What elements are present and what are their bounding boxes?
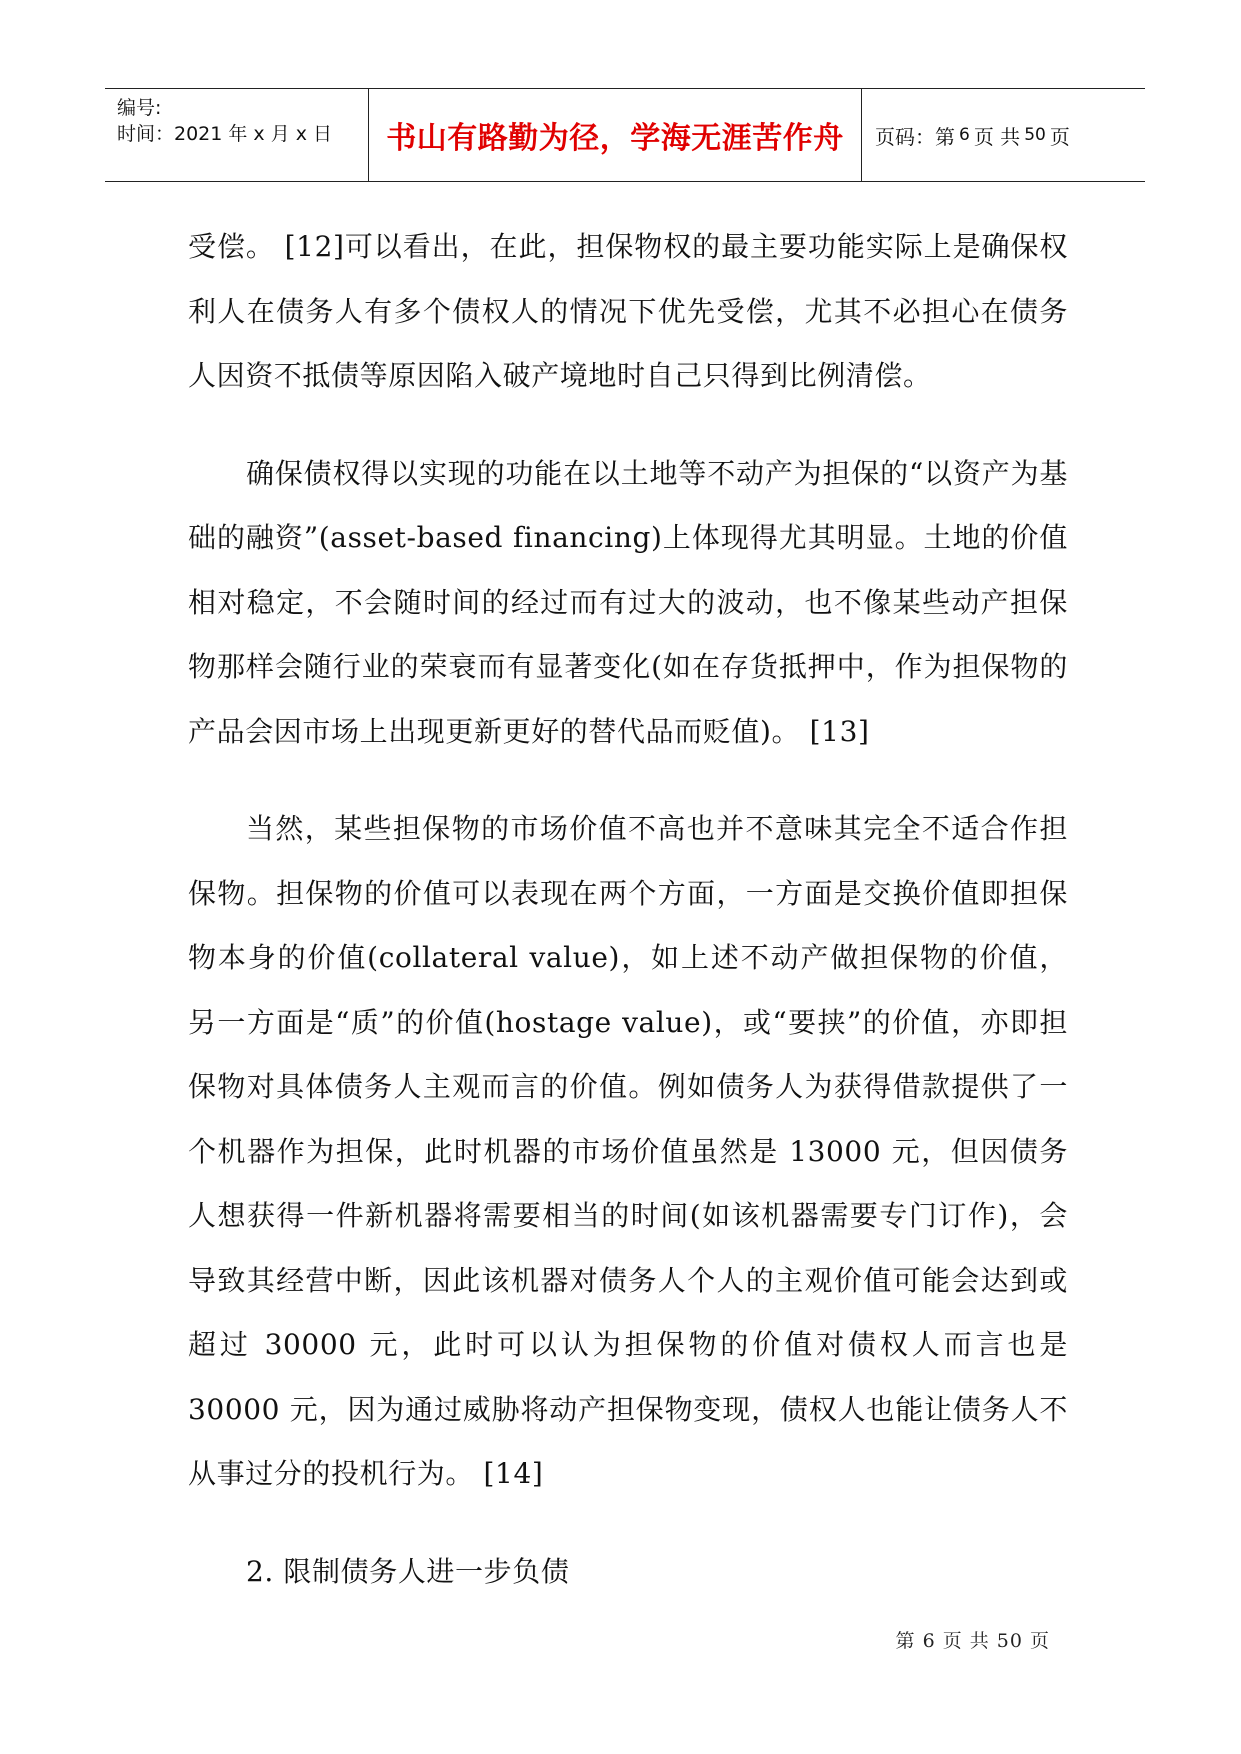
page-total: 50 — [1024, 125, 1046, 145]
paragraph-3: 当然，某些担保物的市场价值不高也并不意味其完全不适合作担保物。担保物的价值可以表现在两个方面，一方面是交换价值即担保物本身的价值(collateral value)，如上述不动产做担保物的价值，另一方面是“质”的价值(hostage value)，或“要挟”的价值，亦即担保物对具体债务人主观而言的价值。例如债务人为获得借款提供了一个机器作为担保，此时机器的市场价值虽然是 13000 元，但因债务人想获得一件新机器将需要相当的时间(如该机器需要专门订作)，会导致其经营中断，因此该机器对债务人个人的主观价值可能会达到或超过 30000 元，此时可以认为担保物的价值对债权人而言也是30000 元，因为通过威胁将动产担保物变现，债权人也能让债务人不从事过分的投机行为。 [14] — [188, 812, 1068, 1490]
time-label: 时间：2021 年 x 月 x 日 — [117, 123, 333, 145]
section-heading: 2. 限制债务人进一步负债 — [246, 1554, 570, 1588]
page-header — [105, 88, 1145, 182]
page-current: 6 — [959, 125, 970, 145]
header-page-info — [875, 89, 1070, 181]
page-suffix: 页 — [1049, 124, 1070, 149]
paragraph-1: 受偿。 [12]可以看出，在此，担保物权的最主要功能实际上是确保权利人在债务人有多个债权人的情况下优先受偿，尤其不必担心在债务人因资不抵债等原因陷入破产境地时自己只得到比例清偿。 — [188, 230, 1068, 392]
page-middle: 页 共 — [973, 124, 1021, 149]
page-footer: 第 6 页 共 50 页 — [895, 1630, 1050, 1652]
serial-label: 编号: — [117, 97, 162, 119]
header-divider-right — [861, 89, 862, 181]
page-prefix: 页码：第 — [875, 124, 955, 149]
header-motto: 书山有路勤为径，学海无涯苦作舟 — [386, 121, 844, 156]
document-body — [188, 215, 1068, 1604]
paragraph-2: 确保债权得以实现的功能在以土地等不动产为担保的“以资产为基础的融资”(asset-based financing)上体现得尤其明显。土地的价值相对稳定，不会随时间的经过而有过大的波动，也不像某些动产担保物那样会随行业的荣衰而有显著变化(如在存货抵押中，作为担保物的产品会因市场上出现更新更好的替代品而贬值)。 [13] — [188, 456, 1068, 748]
